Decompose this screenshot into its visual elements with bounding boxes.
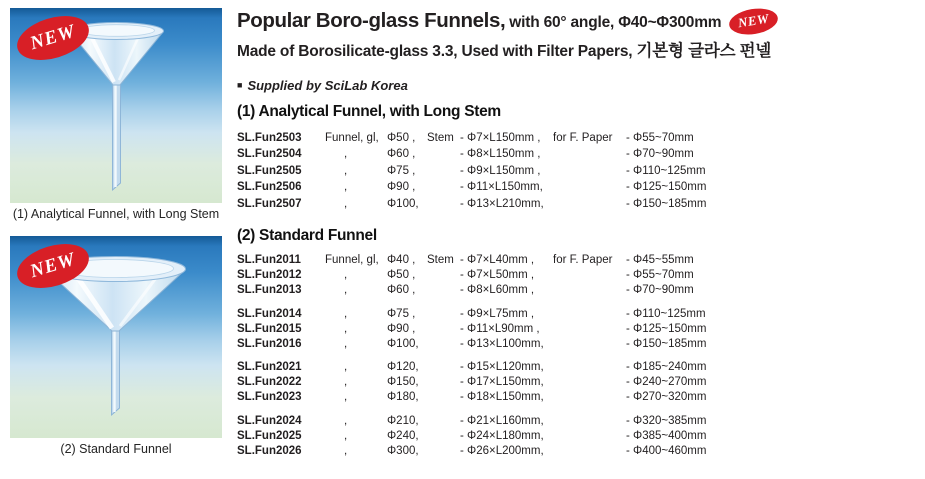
stem-label: Stem [427, 132, 454, 144]
figure-caption: (1) Analytical Funnel, with Long Stem [12, 207, 220, 221]
filter-paper-size: - Φ185~240mm [626, 361, 707, 374]
new-badge: NEW [12, 236, 94, 296]
catalog-number: SL.Fun2015 [237, 322, 302, 335]
product-row [237, 163, 920, 179]
title-sub: with 60° angle, Φ40~Φ300mm [509, 14, 722, 31]
stem-size: - Φ7×L50mm , [460, 268, 535, 281]
filter-paper-label [553, 360, 626, 375]
diameter-value: Φ75 , [387, 307, 416, 320]
filter-paper-label [553, 196, 626, 212]
description-lead: , [344, 197, 348, 210]
description-lead: , [344, 268, 348, 281]
filter-paper-label [553, 283, 626, 298]
stem-label [427, 414, 460, 429]
supplier-note [237, 78, 920, 93]
diameter-value: Φ60 , [387, 148, 416, 161]
catalog-content [237, 9, 920, 468]
filter-paper-size: - Φ55~70mm [626, 268, 694, 281]
product-row [237, 414, 920, 429]
product-section [237, 103, 920, 212]
catalog-number: SL.Fun2505 [237, 164, 302, 177]
stem-size: - Φ24×L180mm, [460, 430, 544, 443]
stem-label [427, 196, 460, 212]
filter-paper-label [553, 146, 626, 162]
filter-paper-size: - Φ150~185mm [626, 337, 707, 350]
stem-label [427, 322, 460, 337]
stem-label [427, 375, 460, 390]
product-row [237, 146, 920, 162]
analytical-funnel-figure [10, 8, 222, 221]
description-lead: , [344, 337, 348, 350]
product-row [237, 444, 920, 459]
catalog-number: SL.Fun2011 [237, 254, 301, 267]
product-row [237, 429, 920, 444]
catalog-number: SL.Fun2024 [237, 415, 302, 428]
section-heading: (1) Analytical Funnel, with Long Stem [237, 103, 501, 120]
description-lead: , [344, 415, 348, 428]
filter-paper-label [553, 179, 626, 195]
section-heading: (2) Standard Funnel [237, 227, 377, 245]
product-sections [237, 103, 920, 459]
stem-label [427, 268, 460, 283]
stem-size: - Φ9×L150mm , [460, 164, 541, 177]
product-row-group [237, 360, 920, 405]
stem-label [427, 444, 460, 459]
stem-size: - Φ15×L120mm, [460, 361, 544, 374]
product-row [237, 268, 920, 283]
filter-paper-size: - Φ320~385mm [626, 415, 707, 428]
filter-paper-size: - Φ70~90mm [626, 283, 694, 296]
stem-label [427, 390, 460, 405]
page-title [237, 9, 920, 34]
diameter-value: Φ180, [387, 391, 419, 404]
catalog-number: SL.Fun2012 [237, 268, 302, 281]
catalog-number: SL.Fun2014 [237, 307, 302, 320]
stem-size: - Φ13×L100mm, [460, 337, 544, 350]
stem-label: Stem [427, 254, 454, 267]
filter-paper-size: - Φ150~185mm [626, 197, 707, 210]
description-lead: Funnel, gl, [325, 132, 379, 144]
diameter-value: Φ300, [387, 445, 419, 457]
filter-paper-size: - Φ70~90mm [626, 148, 694, 161]
product-row-group [237, 307, 920, 352]
diameter-value: Φ40 , [387, 254, 416, 267]
product-row [237, 360, 920, 375]
filter-paper-label [553, 307, 626, 322]
filter-paper-size: - Φ125~150mm [626, 181, 707, 194]
description-lead: , [344, 283, 348, 296]
description-lead: Funnel, gl, [325, 254, 379, 267]
product-row [237, 322, 920, 337]
filter-paper-label [553, 163, 626, 179]
filter-paper-label: for F. Paper [553, 254, 613, 267]
filter-paper-label [553, 429, 626, 444]
diameter-value: Φ90 , [387, 322, 416, 335]
catalog-number: SL.Fun2507 [237, 197, 302, 210]
analytical-funnel-photo [10, 8, 222, 203]
description-lead: , [344, 181, 348, 194]
stem-size: - Φ8×L150mm , [460, 148, 541, 161]
stem-size: - Φ17×L150mm, [460, 376, 544, 389]
new-badge: NEW [12, 8, 94, 68]
product-row [237, 375, 920, 390]
diameter-value: Φ50 , [387, 268, 416, 281]
stem-label [427, 146, 460, 162]
diameter-value: Φ240, [387, 430, 419, 443]
diameter-value: Φ60 , [387, 283, 416, 296]
stem-label [427, 179, 460, 195]
stem-label [427, 163, 460, 179]
product-row [237, 196, 920, 212]
filter-paper-label [553, 444, 626, 459]
stem-size: - Φ11×L150mm, [460, 181, 543, 194]
stem-size: - Φ8×L60mm , [460, 283, 535, 296]
filter-paper-label [553, 337, 626, 352]
stem-size: - Φ7×L40mm , [460, 254, 535, 267]
catalog-number: SL.Fun2022 [237, 376, 302, 389]
diameter-value: Φ100, [387, 337, 419, 350]
product-row [237, 390, 920, 405]
product-row [237, 337, 920, 352]
title-line2-en: Made of Borosilicate-glass 3.3, Used with Filter Papers, [237, 43, 637, 60]
filter-paper-size: - Φ55~70mm [626, 132, 694, 144]
diameter-value: Φ120, [387, 361, 419, 374]
filter-paper-size: - Φ110~125mm [626, 307, 706, 320]
diameter-value: Φ210, [387, 415, 419, 428]
diameter-value: Φ50 , [387, 132, 416, 144]
diameter-value: Φ150, [387, 376, 419, 389]
diameter-value: Φ90 , [387, 181, 416, 194]
stem-label [427, 283, 460, 298]
catalog-number: SL.Fun2013 [237, 283, 302, 296]
product-row [237, 307, 920, 322]
product-row [237, 179, 920, 195]
product-row-group [237, 130, 920, 212]
description-lead: , [344, 376, 348, 389]
filter-paper-size: - Φ270~320mm [626, 391, 707, 404]
stem-size: - Φ13×L210mm, [460, 197, 544, 210]
stem-size: - Φ18×L150mm, [460, 391, 544, 404]
description-lead: , [344, 361, 348, 374]
stem-label [427, 429, 460, 444]
stem-size: - Φ7×L150mm , [460, 132, 541, 144]
catalog-number: SL.Fun2023 [237, 391, 302, 404]
product-row-group [237, 253, 920, 298]
diameter-value: Φ75 , [387, 164, 416, 177]
stem-label [427, 337, 460, 352]
filter-paper-label [553, 390, 626, 405]
diameter-value: Φ100, [387, 197, 419, 210]
product-row [237, 130, 920, 146]
product-row [237, 283, 920, 298]
catalog-number: SL.Fun2026 [237, 445, 302, 457]
stem-size: - Φ11×L90mm , [460, 322, 540, 335]
supplier-note-text: Supplied by SciLab Korea [247, 78, 408, 93]
catalog-number: SL.Fun2021 [237, 361, 302, 374]
filter-paper-size: - Φ125~150mm [626, 322, 707, 335]
standard-funnel-photo [10, 236, 222, 438]
filter-paper-label [553, 414, 626, 429]
stem-label [427, 307, 460, 322]
description-lead: , [344, 445, 348, 457]
title-line2 [237, 37, 920, 61]
filter-paper-label [553, 322, 626, 337]
filter-paper-size: - Φ385~400mm [626, 430, 707, 443]
description-lead: , [344, 148, 348, 161]
catalog-number: SL.Fun2506 [237, 181, 302, 194]
description-lead: , [344, 322, 348, 335]
description-lead: , [344, 307, 348, 320]
catalog-number: SL.Fun2016 [237, 337, 302, 350]
figure-caption: (2) Standard Funnel [60, 442, 172, 456]
catalog-number: SL.Fun2503 [237, 132, 302, 144]
standard-funnel-figure [10, 236, 222, 456]
product-section [237, 227, 920, 459]
stem-size: - Φ9×L75mm , [460, 307, 535, 320]
catalog-number: SL.Fun2025 [237, 430, 302, 443]
product-row [237, 253, 920, 268]
filter-paper-label [553, 268, 626, 283]
description-lead: , [344, 391, 348, 404]
filter-paper-label: for F. Paper [553, 132, 613, 144]
square-bullet-icon: ■ [237, 79, 243, 90]
description-lead: , [344, 430, 348, 443]
catalog-number: SL.Fun2504 [237, 148, 302, 161]
stem-size: - Φ21×L160mm, [460, 415, 544, 428]
product-row-group [237, 414, 920, 459]
title-main: Popular Boro-glass Funnels, [237, 9, 506, 32]
new-badge: NEW [728, 5, 780, 37]
filter-paper-size: - Φ400~460mm [626, 445, 707, 457]
filter-paper-size: - Φ240~270mm [626, 376, 707, 389]
filter-paper-label [553, 375, 626, 390]
stem-size: - Φ26×L200mm, [460, 445, 544, 457]
filter-paper-size: - Φ110~125mm [626, 164, 706, 177]
description-lead: , [344, 164, 348, 177]
title-line2-korean: 기본형 글라스 펀넬 [636, 42, 772, 60]
stem-label [427, 360, 460, 375]
filter-paper-size: - Φ45~55mm [626, 254, 694, 267]
